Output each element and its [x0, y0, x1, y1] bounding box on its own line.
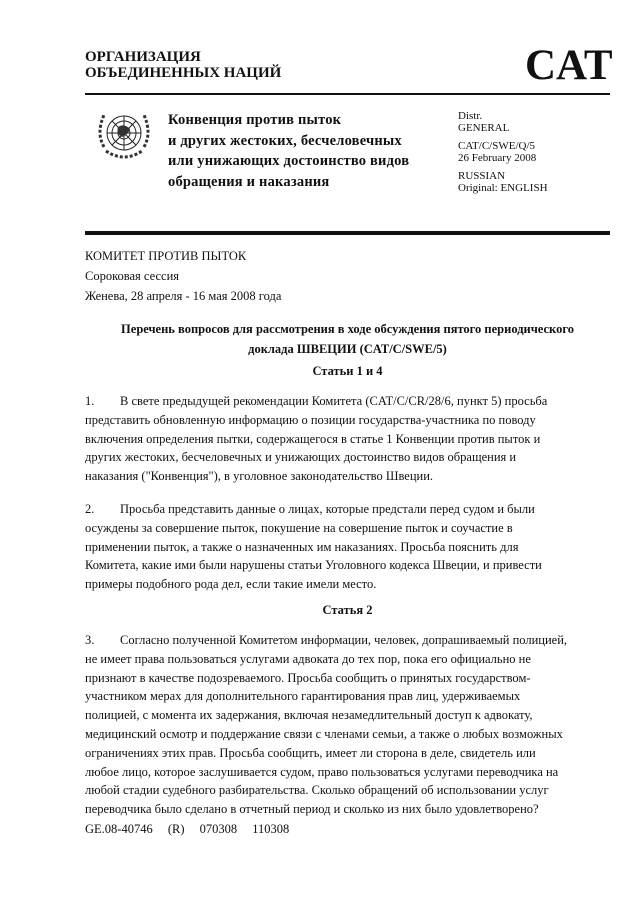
text-line: Комитета, какие ими были нарушены статьи Уголовного кодекса Швеции, и привести [85, 558, 542, 573]
section-heading: Статьи 1 и 4 [312, 364, 383, 378]
text-line: переводчика было сделано в отчетный период и сколько из них было удовлетворено? [85, 802, 539, 817]
divider [85, 93, 610, 95]
text-line: участником мерах для дополнительного гарантирования прав лиц, удерживаемых [85, 689, 521, 704]
document-meta [458, 110, 548, 194]
paragraph-number: 1. [85, 394, 95, 408]
title-line: доклада ШВЕЦИИ (CAT/C/SWE/5) [248, 342, 447, 356]
convention-line: и других жестоких, бесчеловечных [168, 132, 402, 149]
original-language: Original: ENGLISH [458, 182, 548, 194]
session: Сороковая сессия [85, 269, 180, 283]
place-dates: Женева, 28 апреля - 16 мая 2008 года [85, 289, 282, 303]
title-line: Перечень вопросов для рассмотрения в ходе обсуждения пятого периодического [121, 322, 574, 336]
convention-line: Конвенция против пыток [168, 112, 342, 128]
document-symbol-large: CAT [525, 42, 613, 89]
text-line: примеры подобного рода дел, если такие имели место. [85, 577, 377, 592]
convention-line: или унижающих достоинство видов [168, 153, 410, 169]
doc-language: RUSSIAN [458, 170, 506, 182]
text-line: любое лицо, которое заслушивается судом, право пользоваться услугами переводчика на [85, 764, 559, 779]
paragraph-3 [85, 631, 615, 819]
text-line: не имеет права пользоваться услугами адвоката до тех пор, пока его официально не [85, 651, 531, 666]
convention-title [168, 110, 409, 192]
text-line: В свете предыдущей рекомендации Комитета (CAT/C/CR/28/6, пункт 5) просьба [120, 394, 548, 408]
text-line: представить обновленную информацию о позиции государства-участника по поводу [85, 412, 536, 427]
organization-name [85, 49, 281, 81]
paragraph-number: 2. [85, 502, 95, 516]
text-line: полицией, с момента их задержания, включая незамедлительный доступ к адвокату, [85, 708, 533, 723]
document-title [85, 319, 610, 359]
paragraph-2 [85, 500, 615, 594]
doc-date: 26 February 2008 [458, 152, 537, 164]
un-emblem-icon [94, 107, 154, 163]
distr-value: GENERAL [458, 122, 510, 134]
footer-job-number [85, 822, 301, 837]
text-line: признают в качестве подозреваемого. Просьба сообщить о принятых государством- [85, 670, 531, 685]
language-code: (R) [167, 822, 185, 836]
text-line: медицинский осмотр и поддержание связи с членами семьи, а также о любых возможных [85, 726, 563, 741]
committee-block [85, 246, 281, 306]
text-line: осуждены за совершение пыток, покушение на совершение пыток и соучастие в [85, 520, 513, 535]
org-line: ОБЪЕДИНЕННЫХ НАЦИЙ [85, 65, 282, 81]
text-line: включения определения пытки, содержащегося в статье 1 Конвенции против пыток и [85, 431, 541, 446]
convention-line: обращения и наказания [168, 173, 330, 190]
text-line: ограничениях этих прав. Просьба сообщить, имеет ли сторона в деле, свидетель или [85, 745, 536, 760]
committee-name: КОМИТЕТ ПРОТИВ ПЫТОК [85, 249, 247, 263]
section-heading: Статья 2 [322, 603, 373, 617]
job-number: GE.08-40746 [85, 822, 153, 836]
org-line: ОРГАНИЗАЦИЯ [85, 49, 201, 65]
text-line: применении пыток, а также о назначенных им наказаниях. Просьба пояснить для [85, 539, 519, 554]
text-line: любой стадии судебного разбирательства. Сколько обращений об использовании услуг [85, 783, 549, 798]
text-line: наказания ("Конвенция"), в уголовное законодательство Швеции. [85, 469, 434, 484]
divider-thick [85, 231, 610, 235]
paragraph-number: 3. [85, 633, 95, 647]
footer-date: 070308 [199, 822, 238, 836]
text-line: Просьба представить данные о лицах, которые предстали перед судом и были [120, 502, 535, 516]
distr-label: Distr. [458, 110, 483, 122]
doc-symbol: CAT/C/SWE/Q/5 [458, 140, 536, 152]
text-line: других жестоких, бесчеловечных и унижающих достоинство видов обращения и [85, 450, 517, 465]
text-line: Согласно полученной Комитетом информации, человек, допрашиваемый полицией, [120, 633, 568, 647]
paragraph-1 [85, 392, 615, 486]
footer-date: 110308 [252, 822, 290, 836]
